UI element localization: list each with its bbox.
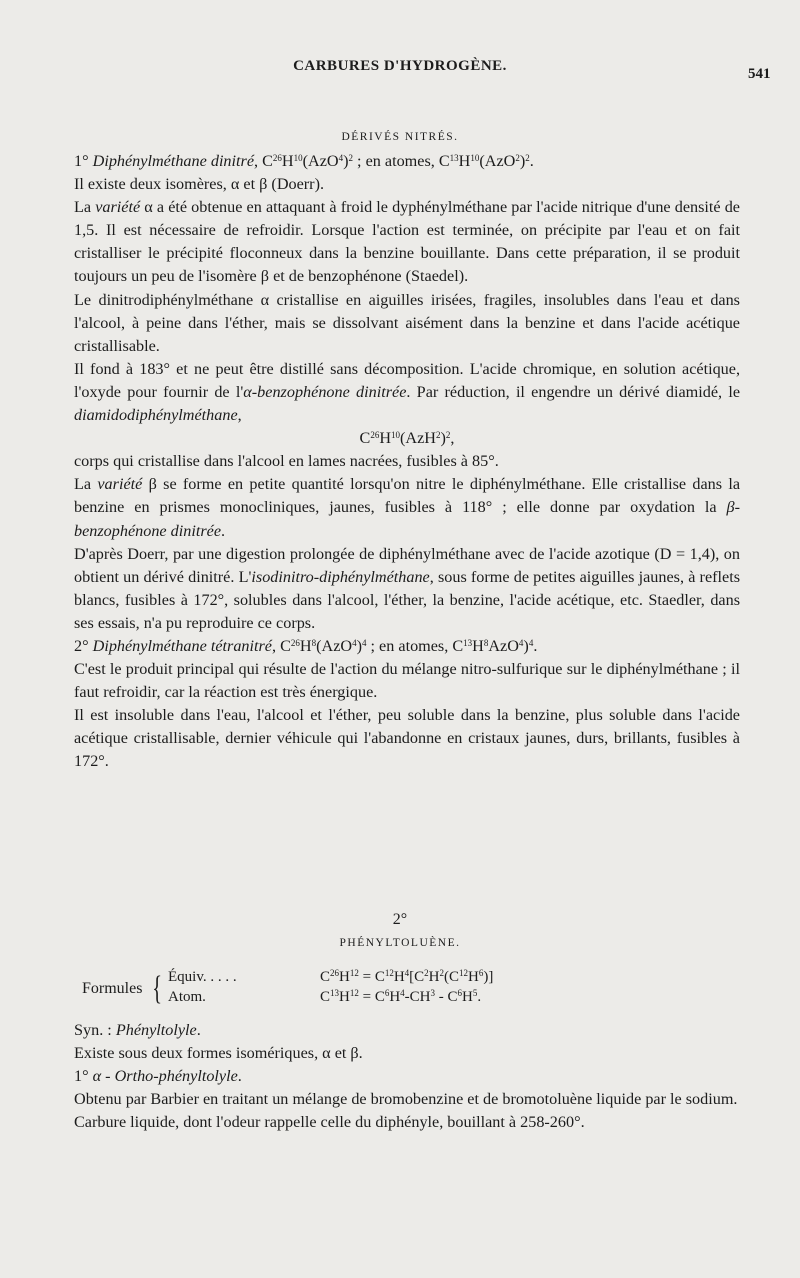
text-run: , C <box>254 152 273 170</box>
text-run: = C <box>358 989 385 1005</box>
paragraph <box>74 1111 740 1134</box>
text-run: . Par réduction, il engendre un dérivé diamidé, le <box>406 382 741 401</box>
superscript: 2 <box>525 153 530 163</box>
superscript: 4 <box>338 153 344 163</box>
paragraph <box>74 358 740 427</box>
text-run: H <box>468 969 479 985</box>
superscript: 8 <box>483 637 489 648</box>
paragraph <box>74 196 740 288</box>
text-run: H <box>281 152 294 170</box>
superscript: 4 <box>518 637 524 648</box>
formula-row-label-equiv: Équiv. . . . . <box>168 969 237 985</box>
paragraph <box>74 450 740 473</box>
text-run: . <box>237 1067 242 1086</box>
italic-term: Diphénylméthane tétranitré <box>92 636 272 655</box>
paragraph <box>74 658 740 704</box>
italic-term: β-benzophénone dinitrée <box>74 498 740 540</box>
paragraph <box>74 635 740 658</box>
text-run: Syn. : <box>74 1021 116 1039</box>
paragraph <box>74 150 740 173</box>
text-run: , sous forme de petites aiguilles jaunes, à reflets blancs, fusibles à 172°, solubles dans l'alcool, l'éther, la benzine, l'acide acétique, etc. Staedler, dans ses essais, n'a pu reproduire ce corps. <box>74 567 740 632</box>
superscript: 4 <box>528 637 534 648</box>
italic-term: Diphénylméthane dinitré <box>92 152 255 170</box>
superscript: 10 <box>391 430 401 441</box>
section-title-phenyltoluene: PHÉNYLTOLUÈNE. <box>339 937 461 949</box>
text-run: (AzO <box>316 636 353 655</box>
text-run: (AzH <box>400 429 437 448</box>
text-run: C <box>359 429 371 448</box>
superscript: 5 <box>472 988 478 998</box>
paragraph <box>74 289 740 358</box>
body-text-phenyltoluene <box>74 1019 740 1134</box>
text-run: corps qui cristallise dans l'alcool en lames nacrées, fusibles à 85°. <box>74 452 499 471</box>
text-run: H <box>299 636 312 655</box>
text-run: Le dinitrodiphénylméthane α cristallise en aiguilles irisées, fragiles, insolubles dans l'eau et dans l'alcool, à peine dans l'éther, mais se dissolvant aisément dans la benzine et dans l'acide acétique cristallisable. <box>74 290 740 355</box>
text-run: , <box>237 406 242 425</box>
superscript: 2 <box>348 153 353 163</box>
text-run: = C <box>358 969 385 985</box>
paragraph <box>74 1065 740 1088</box>
page-number: 541 <box>748 66 771 82</box>
superscript: 6 <box>478 968 484 978</box>
text-run: AzO <box>488 636 519 655</box>
italic-term: variété <box>95 198 141 217</box>
text-run: ; en atomes, C <box>366 636 464 655</box>
italic-term: α-benzophénone dinitrée <box>243 382 407 401</box>
formula-equiv <box>320 969 493 986</box>
superscript: 26 <box>290 637 300 648</box>
superscript: 3 <box>430 988 436 998</box>
text-run: Il est insoluble dans l'eau, l'alcool et l'éther, peu soluble dans la benzine, plus soluble dans l'acide acétique cristallisable, dernier véhicule qui l'abandonne en cristaux jaunes, durs, brillants, fusibles à 172°. <box>74 706 740 771</box>
paragraph <box>74 1042 740 1065</box>
superscript: 2 <box>424 968 429 978</box>
body-text-nitro-derivatives <box>74 150 740 774</box>
text-run: β se forme en petite quantité lorsqu'on nitre le diphénylméthane. Elle cristallise dans la benzine en prismes monocliniques, jaunes, fusibles à 118° ; elle donne par oxydation la <box>74 475 740 517</box>
text-run: (AzO <box>479 152 516 170</box>
superscript: 12 <box>384 968 394 978</box>
superscript: 13 <box>330 988 340 998</box>
formula-label: Formules <box>82 980 143 997</box>
superscript: 12 <box>459 968 469 978</box>
italic-term: variété <box>97 475 143 494</box>
text-run: ) <box>343 152 349 170</box>
superscript: 2 <box>515 153 520 163</box>
text-run: ) <box>356 636 362 655</box>
text-run: Il fond à 183° et ne peut être distillé sans décomposition. L'acide chromique, en solution acétique, l'oxyde pour fournir de l' <box>74 359 740 401</box>
italic-term: isodinitro-diphénylméthane <box>251 567 430 586</box>
italic-term: diamidodiphénylméthane <box>74 406 238 425</box>
text-run: α a été obtenue en attaquant à froid le dyphénylméthane par l'acide nitrique d'une densité de 1,5. Il est nécessaire de refroidir. Lorsque l'action est terminée, on précipite par l'eau et on fait cristalliser le précipité floconneux dans la benzine bouillante. Dans cette préparation, il se produit toujours un peu de l'isomère β et de benzophénone (Staedel). <box>74 198 740 286</box>
text-run: D'après Doerr, par une digestion prolongée de diphénylméthane avec de l'acide azotique (D = 1,4), on obtient un dérivé dinitré. L' <box>74 544 740 586</box>
text-run: H <box>389 989 401 1005</box>
italic-term: Phényltolyle <box>115 1021 197 1039</box>
text-run: H <box>379 429 392 448</box>
text-run: ) <box>519 152 526 170</box>
text-run: C <box>320 989 331 1005</box>
formula-row-label-atom: Atom. <box>168 989 206 1005</box>
text-run: Obtenu par Barbier en traitant un mélange de bromobenzine et de bromotoluène liquide par le sodium. <box>74 1090 738 1109</box>
superscript: 4 <box>400 988 405 998</box>
text-run: , C <box>272 636 291 655</box>
text-run: ) <box>523 636 529 655</box>
text-run: 1° <box>74 152 93 170</box>
paragraph <box>74 1088 740 1111</box>
superscript: 26 <box>272 153 282 163</box>
superscript: 6 <box>384 988 390 998</box>
superscript: 13 <box>463 637 473 648</box>
text-run: H <box>339 989 350 1005</box>
text-run: H <box>472 636 484 655</box>
text-run: La <box>74 475 98 494</box>
text-run: -CH <box>404 989 431 1005</box>
text-run: ) <box>440 429 446 448</box>
text-run: 1° <box>74 1067 93 1086</box>
formula-block <box>74 967 740 1013</box>
text-run: H <box>393 969 405 985</box>
text-run: [C <box>409 969 425 985</box>
superscript: 26 <box>330 968 340 978</box>
superscript: 2 <box>436 430 441 441</box>
superscript: 26 <box>370 430 380 441</box>
text-run: 2° <box>74 636 93 655</box>
superscript: 2 <box>445 430 451 441</box>
formula-atom <box>320 989 481 1006</box>
paragraph <box>74 704 740 773</box>
superscript: 4 <box>361 637 367 648</box>
text-run: . <box>533 636 538 655</box>
superscript: 10 <box>293 153 303 163</box>
formula-line <box>74 427 740 450</box>
superscript: 13 <box>449 153 459 163</box>
section-number: 2° <box>392 911 408 928</box>
text-run: - C <box>435 989 458 1005</box>
text-run: , <box>450 429 455 448</box>
section-title-derives-nitres: DÉRIVÉS NITRÉS. <box>341 131 459 143</box>
text-run: C'est le produit principal qui résulte de l'action du mélange nitro-sulfurique sur le diphénylméthane ; il faut refroidir, car la réaction est très énergique. <box>74 660 740 702</box>
text-run: . <box>477 989 482 1005</box>
superscript: 4 <box>352 637 357 648</box>
text-run: Existe sous deux formes isomériques, α et β. <box>74 1044 363 1063</box>
superscript: 2 <box>439 968 445 978</box>
brace-glyph: { <box>152 970 163 1007</box>
text-run: )] <box>483 969 494 985</box>
text-run: La <box>74 198 96 217</box>
running-head: CARBURES D'HYDROGÈNE. <box>293 58 507 74</box>
text-run: (AzO <box>302 152 339 170</box>
superscript: 12 <box>349 968 359 978</box>
paragraph <box>74 543 740 635</box>
text-run: H <box>428 969 440 985</box>
text-run: Carbure liquide, dont l'odeur rappelle celle du diphényle, bouillant à 258-260°. <box>74 1113 585 1132</box>
text-run: H <box>458 152 471 170</box>
superscript: 8 <box>311 637 317 648</box>
superscript: 6 <box>457 988 463 998</box>
text-run: H <box>462 989 473 1005</box>
text-run: . <box>529 152 534 170</box>
text-run: H <box>339 969 350 985</box>
paragraph <box>74 173 740 196</box>
superscript: 10 <box>470 153 480 163</box>
paragraph <box>74 1019 740 1042</box>
text-run: (C <box>444 969 460 985</box>
text-run: Il existe deux isomères, α et β (Doerr). <box>74 175 325 194</box>
text-run: ; en atomes, C <box>352 152 450 170</box>
text-run: . <box>196 1021 201 1039</box>
superscript: 4 <box>404 968 410 978</box>
text-run: . <box>221 521 226 540</box>
italic-term: α - Ortho-phényltolyle <box>92 1067 238 1086</box>
paragraph <box>74 473 740 542</box>
superscript: 12 <box>349 988 359 998</box>
text-run: C <box>320 969 331 985</box>
